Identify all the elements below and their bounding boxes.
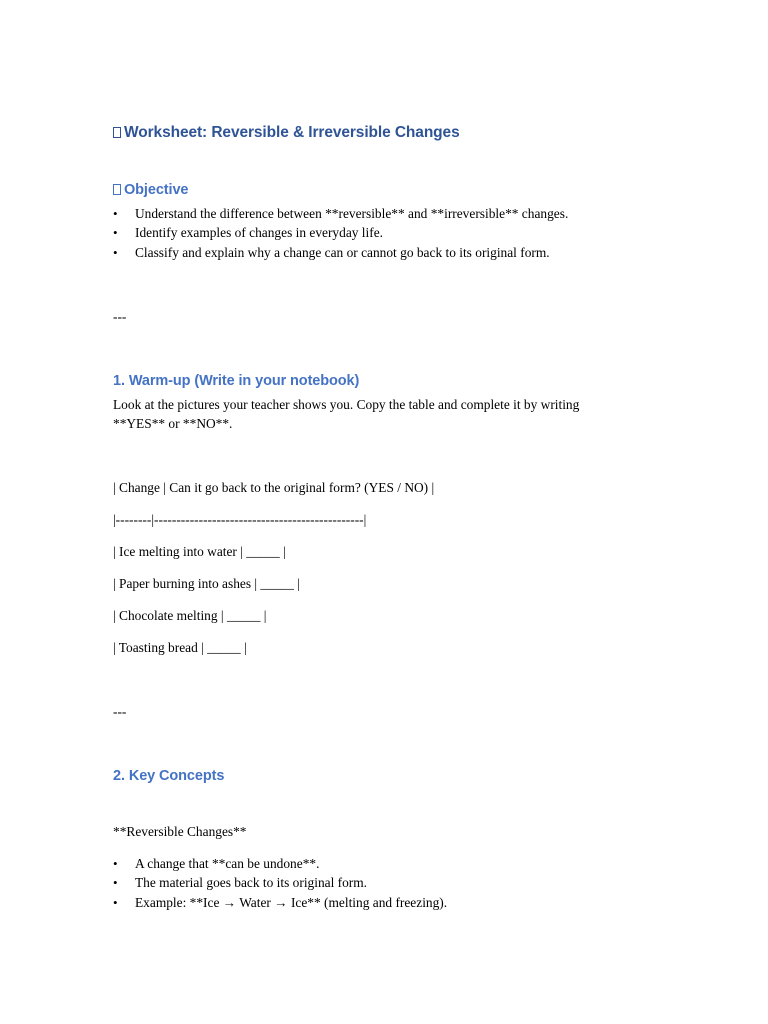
bullet-icon: • xyxy=(113,225,118,241)
objective-list xyxy=(113,204,568,262)
warmup-heading: 1. Warm-up (Write in your notebook) xyxy=(113,373,360,389)
table-row: | Ice melting into water | _____ | xyxy=(113,544,286,559)
warmup-instruction-cont: **YES** or **NO**. xyxy=(113,416,233,431)
target-icon xyxy=(113,184,121,195)
table-header-row: | Change | Can it go back to the original form? (YES / NO) | xyxy=(113,480,435,495)
table-row: | Toasting bread | _____ | xyxy=(113,640,247,655)
worksheet-title-text: Worksheet: Reversible & Irreversible Changes xyxy=(124,124,460,141)
list-item: • Understand the difference between **reversible** and **irreversible** changes. xyxy=(113,204,568,223)
key-concepts-heading: 2. Key Concepts xyxy=(113,768,225,784)
worksheet-icon xyxy=(113,127,121,138)
worksheet-title xyxy=(113,124,460,142)
bullet-icon: • xyxy=(113,206,118,221)
objective-heading-text: Objective xyxy=(124,182,189,198)
list-item: • Example: **Ice → Water → Ice** (melting and freezing). xyxy=(113,893,447,912)
table-divider-row: |--------|-----------------------------------------------| xyxy=(113,512,367,527)
warmup-instruction: Look at the pictures your teacher shows you. Copy the table and complete it by writing xyxy=(113,397,580,412)
key-concepts-list xyxy=(113,854,447,912)
table-row: | Paper burning into ashes | _____ | xyxy=(113,576,300,591)
list-item: • The material goes back to its original form. xyxy=(113,873,447,892)
bullet-icon: • xyxy=(113,244,118,260)
table-row: | Chocolate melting | _____ | xyxy=(113,608,267,623)
separator: --- xyxy=(113,309,127,324)
bullet-icon: • xyxy=(113,875,118,891)
separator: --- xyxy=(113,704,127,719)
list-item: • Identify examples of changes in everyday life. xyxy=(113,223,568,242)
objective-heading xyxy=(113,182,188,198)
list-item: • Classify and explain why a change can or cannot go back to its original form. xyxy=(113,243,568,262)
bullet-icon: • xyxy=(113,894,118,910)
list-item: • A change that **can be undone**. xyxy=(113,854,447,873)
reversible-subheading: **Reversible Changes** xyxy=(113,824,247,839)
bullet-icon: • xyxy=(113,856,118,871)
